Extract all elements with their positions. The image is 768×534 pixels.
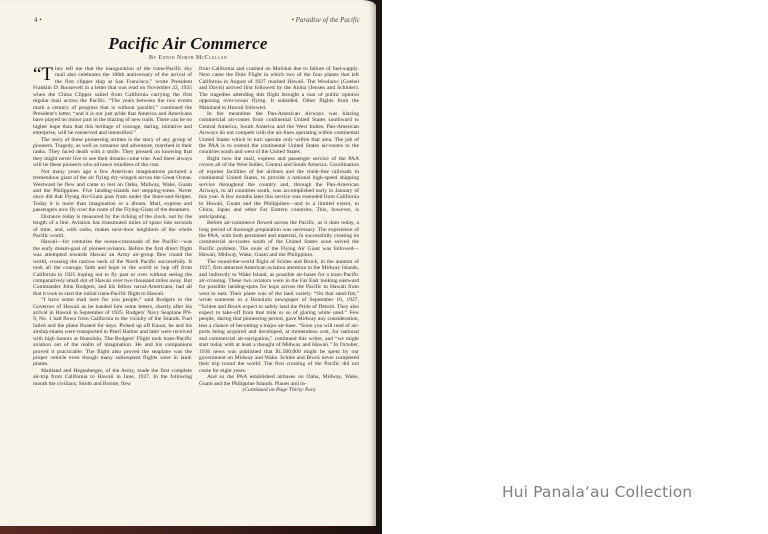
left-column <box>33 66 192 387</box>
page-bottom-edge <box>0 526 382 534</box>
scanned-magazine-page <box>0 0 382 534</box>
paragraph: from California and crashed on Molokai due to failure of fuel-supply. Next came the Dole Flight in which two of the four planes that left California in August of 1927 reached Hawaii. The Woolaroc (Goebel and Davis) arrived first followed by the Aloha (Jensen and Schluter). The tragedies attending this flight brought a roar of public opinion opposing over-ocean flying. It subsided. Other flights from the Mainland to Hawaii followed. <box>199 66 359 111</box>
right-column <box>199 66 359 394</box>
paragraph: In the meantime the Pan-American Airways was blazing commercial air-routes from continental United States southward to Central America, South America and the West Indies. Pan-American Airways do not compete with the air-lines operating within continental United States which in turn operate only within that area. The job of the PAA is to extend the continental United States air-routes to the countries south and west of the United States. <box>199 110 359 156</box>
article-byline: By Edwin North McClellan <box>148 55 228 61</box>
paragraph: Maitland and Hegenberger, of the Army, made the first complete air-trip from California to Hawaii in June, 1927. In the following month the civilians, Smith and Bronte, flew <box>33 367 192 387</box>
article-title: Pacific Air Commerce <box>108 34 268 53</box>
paragraph: Distance today is measured by the ticking of the clock, not by the length of a line. Aviation has transmuted miles of space into seconds of time, and, with radio, makes next-door neighbors of the whole Pacific world. <box>33 213 192 239</box>
paragraph: Right now the mail, express and passenger service of the PAA covers all of the West Indies, Central and South America. Coordination of express facilities of the airlines and the trunk-line railroads in continental United States, to provide a national high-speed shipping service throughout the country and, through the Pan-American Airways, to all countries south, was accomplished early in January of this year. A few months later this service was extended from California to Hawaii, Guam and the Philippines—and to a limited extent, to China, Japan and other Far Eastern countries. This, however, is anticipating. <box>199 155 359 220</box>
paragraph: And so the PAA established airbases on Oahu, Midway, Wake, Guam and the Philippine Islands. Planes and in- <box>199 374 359 387</box>
continued-note: (Continued on Page Thirty-Two) <box>242 387 316 394</box>
page-paper <box>0 0 376 527</box>
paragraph: Before air-commerce flowed across the Pacific, as it does today, a long period of thorough preparation was necessary. The experience of the PAA, with both personnel and material, in successfully creating its commercial air-routes south of the United States soon solved the Pacific problem. The route of the Flying Air Giant was followed—Hawaii, Midway, Wake, Guam and the Philippines. <box>199 220 359 259</box>
running-title: • Paradise of the Pacific <box>291 16 360 24</box>
paragraph: “They tell me that the inauguration of the trans-Pacific sky mail also celebrates the 100th anniversary of the arrival of the first clipper ship at San Francisco,” wrote President Franklin D. Roosevelt in a letter that was read on November 22, 1935 when the China Clipper sailed from California carrying the first regular mail across the Pacific. “The years between the two events mark a century of progress that is without parallel,” continued the President's letter, “and it is our just pride that America and Americans have played no minor part in the blazing of new trails. There can be no higher hope than that this heritage of courage, daring, initiative and enterprise, will be conserved and intensified.” <box>33 64 192 137</box>
collection-credit: Hui Panala‘au Collection <box>502 483 693 501</box>
paragraph: The round-the-world flight of Schlee and Brock, in the autumn of 1927, first attracted American aviation attention to the Midway Islands, and indirectly to Wake Island, as possible air-bases for a trans-Pacific air-crossing. These two aviators were in the Far East looking eastward for possible landing-spots for hops across the Pacific to Hawaii from west to east. Their plane was of the land variety. “On that sand-flat,” wrote someone in a Honolulu newspaper of September 16, 1927, “Schlee and Brock expect to safely land the Pride of Detroit. They also expect to take-off from that mile or so of glaring white sand.” Few people, during that pioneering period, gave Midway any consideration, less a chance of becoming a major air-base. “Soon you will read of air-ports being acquired and developed, at tremendous cost, for national and commercial air-navigation,” continued this writer, and “we might start today with at least a thought of Midway and Hawaii.” In October, 1936 news was published that $1,500,000 might be spent by our government on Midway and Wake. Schlee and Brock never completed their trip round the world. The first crossing of the Pacific did not come for eight years. <box>199 258 359 374</box>
paragraph: “I have some mail here for you people,” said Rodgers to the Governor of Hawaii as he handed him some letters, shortly after his arrival in Hawaii in September of 1925. Rodgers' Navy Seaplane PN-9, No. 1 had flown from California to the vicinity of the Islands. Fuel failed and the plane floated for days. Picked up off Kauai, he and his airship-mates were transported to Pearl Harbor and later were received with high honors at Honolulu. The Rodgers' Flight took trans-Pacific aviation out of the realm of imagination. He and his companions proved it practicable. The flight also proved the seaplane was the proper vehicle even though many subsequent flights were in land-planes. <box>33 297 192 368</box>
paragraph: Hawaii—for centuries the ocean-crossroads of the Pacific—was the early dream-goal of pioneer-aviators. Before the first direct flight was attempted towards Hawaii an Army air-group flew round the world, crossing the narrow neck of the North Pacific successfully. It took all the courage, faith and hope in the world to hop off from California in 1925 hoping not to fly past or over without seeing the comparatively small dot of Hawaii over two thousand miles away. But Commander John Rodgers, and his fellow naval-Americans, had all that it took to start the initial trans-Pacific flight to Hawaii. <box>33 239 192 297</box>
page-number: 4 • <box>34 16 42 24</box>
paragraph: The story of these pioneering airmen is the story of any group of pioneers. Tragedy, as well as romance and adventure, marched in their ranks. They faced death with a smile. They pressed on knowing that they might never live to see their dreams come true. And there always will be these pioneers who advance mindless of the cost. <box>33 136 192 169</box>
paragraph: Not many years ago a few American imaginations pictured a tremendous giant of the air flying dry-winged across the Great Ocean. Westward he flew and came to rest on Oahu, Midway, Wake, Guam and the Philippines. Five landing-islands not stepping-tones. Never once did that Flying Air-Giant pass from under the Stars-and-Stripes. Today it is more than imagination or a dream. Mail, express and passengers now fly over the route of the Flying-Giant of the dreamers. <box>33 168 192 214</box>
drop-cap: “T <box>33 64 54 85</box>
